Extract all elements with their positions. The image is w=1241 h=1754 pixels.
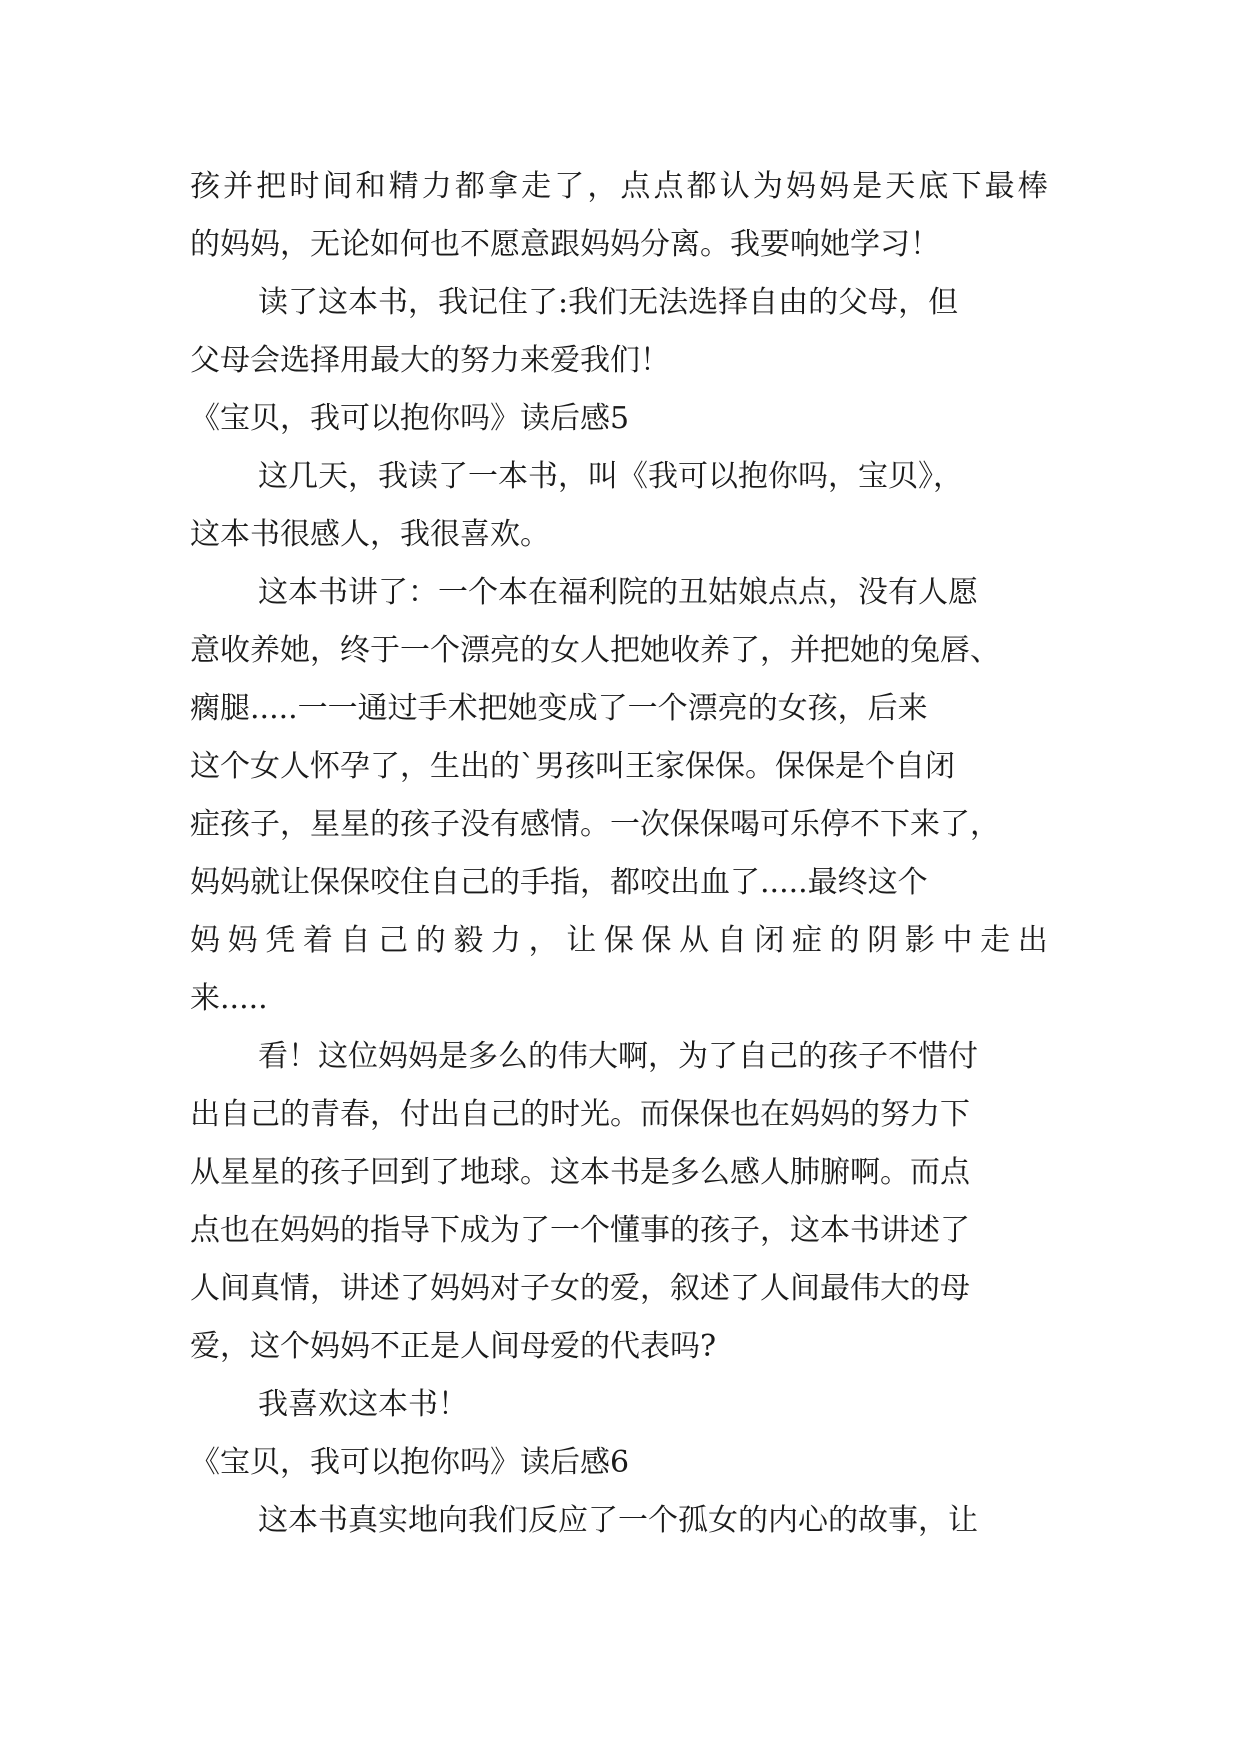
- text-line: 瘸腿.....一一通过手术把她变成了一个漂亮的女孩，后来: [190, 691, 928, 726]
- text-line: 意收养她，终于一个漂亮的女人把她收养了，并把她的兔唇、: [190, 633, 1000, 668]
- text-line: 孩 并 把 时 间 和 精 力 都 拿 走 了 ， 点 点 都 认 为 妈 妈 是 天 底 下 最 棒: [190, 169, 1048, 204]
- text-line: 父母会选择用最大的努力来爱我们！: [190, 343, 670, 378]
- text-line: 的妈妈，无论如何也不愿意跟妈妈分离。我要响她学习！: [190, 227, 940, 262]
- text-line: 这几天，我读了一本书，叫《我可以抱你吗，宝贝》，: [258, 459, 963, 494]
- text-line: 我喜欢这本书！: [258, 1387, 468, 1422]
- text-line: 妈妈就让保保咬住自己的手指，都咬出血了.....最终这个: [190, 865, 928, 900]
- text-line: 症孩子，星星的孩子没有感情。一次保保喝可乐停不下来了，: [190, 807, 1000, 842]
- text-line: 爱，这个妈妈不正是人间母爱的代表吗?: [190, 1329, 717, 1364]
- text-line: 妈 妈 凭 着 自 己 的 毅 力 ， 让 保 保 从 自 闭 症 的 阴 影 中 走 出: [190, 923, 1048, 958]
- text-line: 出自己的青春，付出自己的时光。而保保也在妈妈的努力下: [190, 1097, 970, 1132]
- text-line: 人间真情，讲述了妈妈对子女的爱，叙述了人间最伟大的母: [190, 1271, 970, 1306]
- text-line: 这本书真实地向我们反应了一个孤女的内心的故事，让: [258, 1503, 978, 1538]
- text-line: 来.....: [190, 981, 268, 1016]
- section-heading: 《宝贝，我可以抱你吗》读后感5: [190, 401, 630, 436]
- text-line: 这个女人怀孕了，生出的`男孩叫王家保保。保保是个自闭: [190, 749, 955, 784]
- text-line: 这本书讲了：一个本在福利院的丑姑娘点点，没有人愿: [258, 575, 978, 610]
- text-line: 这本书很感人，我很喜欢。: [190, 517, 550, 552]
- text-line: 点也在妈妈的指导下成为了一个懂事的孩子，这本书讲述了: [190, 1213, 970, 1248]
- section-heading: 《宝贝，我可以抱你吗》读后感6: [190, 1445, 630, 1480]
- text-line: 从星星的孩子回到了地球。这本书是多么感人肺腑啊。而点: [190, 1155, 970, 1190]
- text-line: 读了这本书，我记住了:我们无法选择自由的父母，但: [258, 285, 959, 320]
- text-line: 看！这位妈妈是多么的伟大啊，为了自己的孩子不惜付: [258, 1039, 978, 1074]
